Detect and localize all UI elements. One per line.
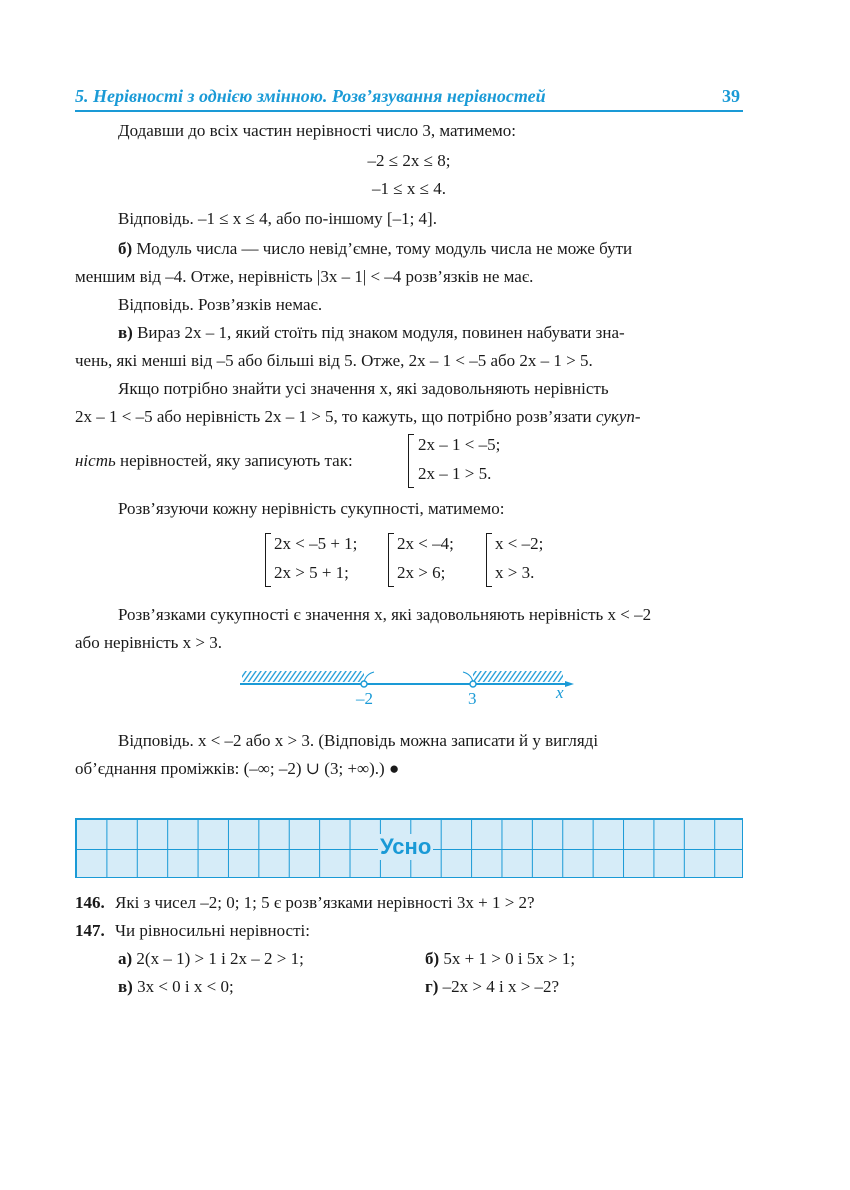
- exercise-subitem: [425, 947, 575, 971]
- answer-line: Відповідь. –1 ≤ x ≤ 4, або по-іншому [–1; 4].: [118, 209, 437, 228]
- paragraph-line: [118, 237, 744, 261]
- subitem-text: 2(x – 1) > 1 і 2x – 2 > 1;: [136, 949, 304, 968]
- equation-line: –1 ≤ x ≤ 4.: [372, 179, 446, 198]
- paragraph-line: [75, 449, 353, 473]
- subitem-label: б): [425, 949, 440, 968]
- open-point: [470, 681, 476, 687]
- system-bracket: [388, 533, 394, 587]
- paragraph-line: [118, 321, 625, 345]
- system-row: 2x > 6;: [397, 563, 446, 582]
- section-title: Усно: [380, 834, 432, 859]
- exercise-number: 147.: [75, 921, 105, 940]
- system-row: 2x > 5 + 1;: [274, 563, 349, 582]
- hatch-right: [473, 671, 563, 682]
- exercise-subitem: [118, 975, 234, 999]
- number-line-diagram: [240, 664, 580, 712]
- paragraph-line: чень, які менші від –5 або більші від 5. Отже, 2x – 1 < –5 або 2x – 1 > 5.: [75, 351, 593, 370]
- exercise-147: [75, 919, 310, 943]
- subitem-text: 3x < 0 і x < 0;: [137, 977, 234, 996]
- item-label: б): [118, 239, 133, 258]
- system-row: 2x < –5 + 1;: [274, 534, 358, 553]
- paragraph-line: Розв’язками сукупності є значення x, які задовольняють нерівність x < –2: [118, 605, 652, 624]
- system-bracket: [265, 533, 271, 587]
- axis-label: x: [556, 683, 564, 702]
- exercise-number: 146.: [75, 893, 105, 912]
- equation-line: –2 ≤ 2x ≤ 8;: [367, 151, 451, 170]
- item-label: в): [118, 323, 133, 342]
- system-row: 2x < –4;: [397, 534, 454, 553]
- paragraph-line: або нерівність x > 3.: [75, 633, 222, 652]
- paragraph-line: Додавши до всіх частин нерівності число 3, матимемо:: [118, 121, 516, 140]
- tick-label: 3: [468, 689, 477, 708]
- subitem-label: а): [118, 949, 133, 968]
- open-point: [361, 681, 367, 687]
- page-number: 39: [722, 86, 740, 106]
- paragraph-line: Якщо потрібно знайти усі значення x, які задовольняють нерівність: [118, 379, 609, 398]
- subitem-label: г): [425, 977, 439, 996]
- exercise-text: Чи рівносильні нерівності:: [115, 921, 310, 940]
- tick-label: –2: [356, 689, 373, 708]
- paragraph-line: меншим від –4. Отже, нерівність |3x – 1| < –4 розв’язків не має.: [75, 267, 534, 286]
- paragraph-line: [75, 405, 641, 429]
- system-row: 2x – 1 < –5;: [418, 435, 501, 454]
- header-rule: [75, 110, 743, 112]
- paragraph-line: Розв’язуючи кожну нерівність сукупності, матимемо:: [118, 499, 505, 518]
- term-italic: сукуп-: [595, 407, 641, 426]
- exercise-subitem: [118, 947, 304, 971]
- system-bracket: [408, 434, 414, 488]
- subitem-text: 5x + 1 > 0 і 5x > 1;: [443, 949, 576, 968]
- term-italic: ність: [75, 451, 116, 470]
- system-bracket: [486, 533, 492, 587]
- subitem-label: в): [118, 977, 133, 996]
- paragraph-text: 2x – 1 < –5 або нерівність 2x – 1 > 5, то кажуть, що потрібно розв’язати: [75, 407, 592, 426]
- exercise-text: Які з чисел –2; 0; 1; 5 є розв’язками нерівності 3x + 1 > 2?: [115, 893, 535, 912]
- exercise-146: [75, 891, 535, 915]
- system-row: 2x – 1 > 5.: [418, 464, 492, 483]
- paragraph-text: Вираз 2x – 1, який стоїть під знаком модуля, повинен набувати зна-: [137, 323, 625, 342]
- system-row: x < –2;: [495, 534, 544, 553]
- hatch-left: [242, 671, 364, 682]
- subitem-text: –2x > 4 і x > –2?: [442, 977, 560, 996]
- paragraph-text: нерівностей, яку записують так:: [119, 451, 353, 470]
- running-header-title: 5. Нерівності з однією змінною. Розв’язування нерівностей: [75, 86, 546, 106]
- answer-line: Відповідь. Розв’язків немає.: [118, 295, 323, 314]
- system-row: x > 3.: [495, 563, 535, 582]
- answer-line: Відповідь. x < –2 або x > 3. (Відповідь можна записати й у вигляді: [118, 731, 599, 750]
- paragraph-text: Модуль числа — число невід’ємне, тому модуль числа не може бути: [136, 239, 633, 258]
- answer-line: об’єднання проміжків: (–∞; –2) ∪ (3; +∞).) ●: [75, 759, 400, 778]
- exercise-subitem: [425, 975, 559, 999]
